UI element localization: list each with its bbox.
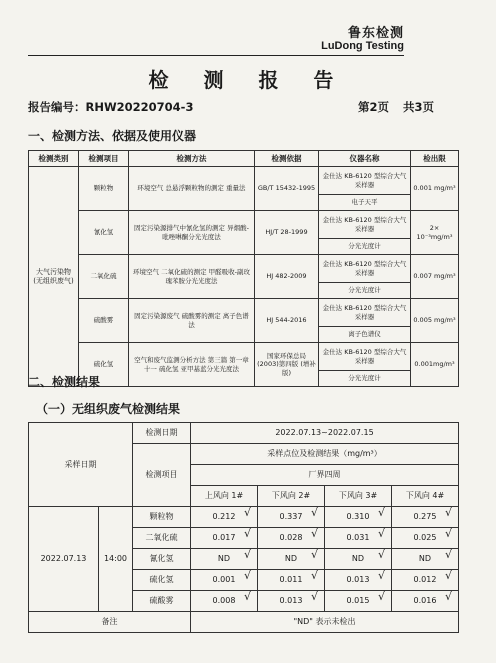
category-cell: 大气污染物 (无组织废气) — [29, 167, 79, 387]
value-text: 0.013 — [279, 596, 303, 605]
column-header: 检出限 — [411, 151, 459, 167]
document-title: 检 测 报 告 — [148, 68, 348, 92]
value-text: 0.015 — [346, 596, 370, 605]
value-text: 0.310 — [346, 512, 370, 521]
method-table-header — [29, 151, 459, 167]
instrument-cell: 电子天平 — [319, 195, 411, 211]
area-label: 厂界四周 — [191, 465, 459, 486]
table-row — [29, 255, 459, 283]
report-number-value: RHW20220704-3 — [85, 100, 194, 114]
result-value — [258, 507, 325, 528]
method-cell: 固定污染源废气 硫酸雾的测定 离子色谱法 — [129, 299, 255, 343]
instrument-cell: 金仕达 KB-6120 型综合大气采样器 — [319, 255, 411, 283]
value-text: 0.001 — [212, 575, 236, 584]
sample-time: 14:00 — [99, 507, 133, 612]
result-header: 采样点位及检测结果（mg/m³） — [191, 444, 459, 465]
basis-cell: 国家环保总局 (2003)第四版 (增补版) — [255, 343, 319, 387]
result-value — [392, 528, 459, 549]
table-row — [29, 211, 459, 239]
table-row — [29, 423, 459, 444]
sample-date: 2022.07.13 — [29, 507, 99, 612]
check-mark-icon: √ — [310, 506, 318, 519]
value-text: 0.016 — [413, 596, 437, 605]
value-text: ND — [217, 554, 231, 563]
result-value — [258, 570, 325, 591]
check-mark-icon: √ — [243, 569, 251, 582]
method-table — [28, 150, 459, 387]
result-value — [392, 591, 459, 612]
check-mark-icon: √ — [444, 506, 452, 519]
limit-cell: 0.001 mg/m³ — [411, 167, 459, 211]
result-value — [325, 570, 392, 591]
item-cell: 硫化氢 — [79, 343, 129, 387]
report-number — [28, 99, 193, 115]
section-1-title: 一、检测方法、依据及使用仪器 — [28, 129, 197, 143]
column-header: 检测依据 — [255, 151, 319, 167]
check-mark-icon: √ — [377, 527, 385, 540]
item-label: 检测项目 — [133, 444, 191, 507]
check-mark-icon: √ — [310, 527, 318, 540]
report-number-label: 报告编号： — [28, 100, 86, 114]
result-value — [392, 549, 459, 570]
check-mark-icon: √ — [243, 548, 251, 561]
table-row — [29, 343, 459, 371]
check-mark-icon: √ — [444, 548, 452, 561]
basis-cell: GB/T 15432-1995 — [255, 167, 319, 211]
instrument-cell: 离子色谱仪 — [319, 327, 411, 343]
result-item: 硫化氢 — [133, 570, 191, 591]
method-cell: 环境空气 总悬浮颗粒物的测定 重量法 — [129, 167, 255, 211]
table-row — [29, 167, 459, 195]
check-mark-icon: √ — [377, 506, 385, 519]
company-logo-cn: 鲁东检测 — [347, 26, 404, 41]
item-cell: 硫酸雾 — [79, 299, 129, 343]
instrument-cell: 金仕达 KB-6120 型综合大气采样器 — [319, 167, 411, 195]
value-text: 0.013 — [346, 575, 370, 584]
check-mark-icon: √ — [444, 569, 452, 582]
result-value — [191, 528, 258, 549]
method-cell: 固定污染源排气中氰化氢的测定 异烟酸-吡唑啉酮分光光度法 — [129, 211, 255, 255]
result-value — [325, 528, 392, 549]
value-text: ND — [284, 554, 298, 563]
limit-cell: 0.007 mg/m³ — [411, 255, 459, 299]
result-value — [325, 591, 392, 612]
value-text: ND — [418, 554, 432, 563]
result-value — [392, 507, 459, 528]
date-range: 2022.07.13~2022.07.15 — [191, 423, 459, 444]
result-value — [258, 549, 325, 570]
check-mark-icon: √ — [310, 590, 318, 603]
result-value — [191, 507, 258, 528]
limit-cell: 0.001mg/m³ — [411, 343, 459, 387]
check-mark-icon: √ — [310, 569, 318, 582]
value-text: 0.008 — [212, 596, 236, 605]
item-cell: 颗粒物 — [79, 167, 129, 211]
value-text: 0.011 — [279, 575, 303, 584]
table-row — [29, 299, 459, 327]
sampling-date-label: 采样日期 — [29, 423, 133, 507]
instrument-cell: 分光光度计 — [319, 283, 411, 299]
result-item: 氰化氢 — [133, 549, 191, 570]
column-header: 检测项目 — [79, 151, 129, 167]
column-header: 仪器名称 — [319, 151, 411, 167]
result-item: 硫酸雾 — [133, 591, 191, 612]
check-mark-icon: √ — [243, 527, 251, 540]
instrument-cell: 金仕达 KB-6120 型综合大气采样器 — [319, 343, 411, 371]
check-mark-icon: √ — [444, 590, 452, 603]
point-header: 上风向 1# — [191, 486, 258, 507]
check-mark-icon: √ — [377, 548, 385, 561]
value-text: 0.275 — [413, 512, 437, 521]
basis-cell: HJ/T 28-1999 — [255, 211, 319, 255]
check-mark-icon: √ — [377, 590, 385, 603]
check-mark-icon: √ — [310, 548, 318, 561]
instrument-cell: 分光光度计 — [319, 371, 411, 387]
result-value — [258, 528, 325, 549]
column-header: 检测类别 — [29, 151, 79, 167]
value-text: 0.017 — [212, 533, 236, 542]
column-header: 检测方法 — [129, 151, 255, 167]
section-2-subtitle: （一）无组织废气检测结果 — [36, 402, 181, 416]
value-text: 0.031 — [346, 533, 370, 542]
instrument-cell: 金仕达 KB-6120 型综合大气采样器 — [319, 299, 411, 327]
company-logo-en: LuDong Testing — [321, 40, 404, 52]
results-table — [28, 422, 459, 633]
value-text: 0.212 — [212, 512, 236, 521]
point-header: 下风向 4# — [392, 486, 459, 507]
section-2-title: 二、检测结果 — [28, 375, 101, 389]
result-value — [325, 549, 392, 570]
check-mark-icon: √ — [444, 527, 452, 540]
limit-cell: 0.005 mg/m³ — [411, 299, 459, 343]
note-label: 备注 — [29, 612, 191, 633]
instrument-cell: 金仕达 KB-6120 型综合大气采样器 — [319, 211, 411, 239]
value-text: 0.012 — [413, 575, 437, 584]
table-row — [29, 507, 459, 528]
result-value — [392, 570, 459, 591]
page-indicator: 第2页 共3页 — [358, 100, 435, 114]
header-rule — [28, 55, 404, 56]
value-text: ND — [351, 554, 365, 563]
method-cell: 环境空气 二氧化硫的测定 甲醛吸收-副玫瑰苯胺分光光度法 — [129, 255, 255, 299]
result-value — [325, 507, 392, 528]
result-item: 颗粒物 — [133, 507, 191, 528]
point-header: 下风向 3# — [325, 486, 392, 507]
result-value — [258, 591, 325, 612]
value-text: 0.028 — [279, 533, 303, 542]
item-cell: 二氧化硫 — [79, 255, 129, 299]
note-text: "ND" 表示未检出 — [191, 612, 459, 633]
date-label: 检测日期 — [133, 423, 191, 444]
point-header: 下风向 2# — [258, 486, 325, 507]
basis-cell: HJ 482-2009 — [255, 255, 319, 299]
instrument-cell: 分光光度计 — [319, 239, 411, 255]
result-value — [191, 570, 258, 591]
table-row — [29, 612, 459, 633]
check-mark-icon: √ — [377, 569, 385, 582]
basis-cell: HJ 544-2016 — [255, 299, 319, 343]
check-mark-icon: √ — [243, 506, 251, 519]
value-text: 0.337 — [279, 512, 303, 521]
result-item: 二氧化硫 — [133, 528, 191, 549]
item-cell: 氰化氢 — [79, 211, 129, 255]
limit-cell: 2× 10⁻³mg/m³ — [411, 211, 459, 255]
value-text: 0.025 — [413, 533, 437, 542]
method-cell: 空气和废气监测分析方法 第三篇 第一章 十一 硫化氢 亚甲基蓝分光光度法 — [129, 343, 255, 387]
check-mark-icon: √ — [243, 590, 251, 603]
result-value — [191, 591, 258, 612]
result-value — [191, 549, 258, 570]
